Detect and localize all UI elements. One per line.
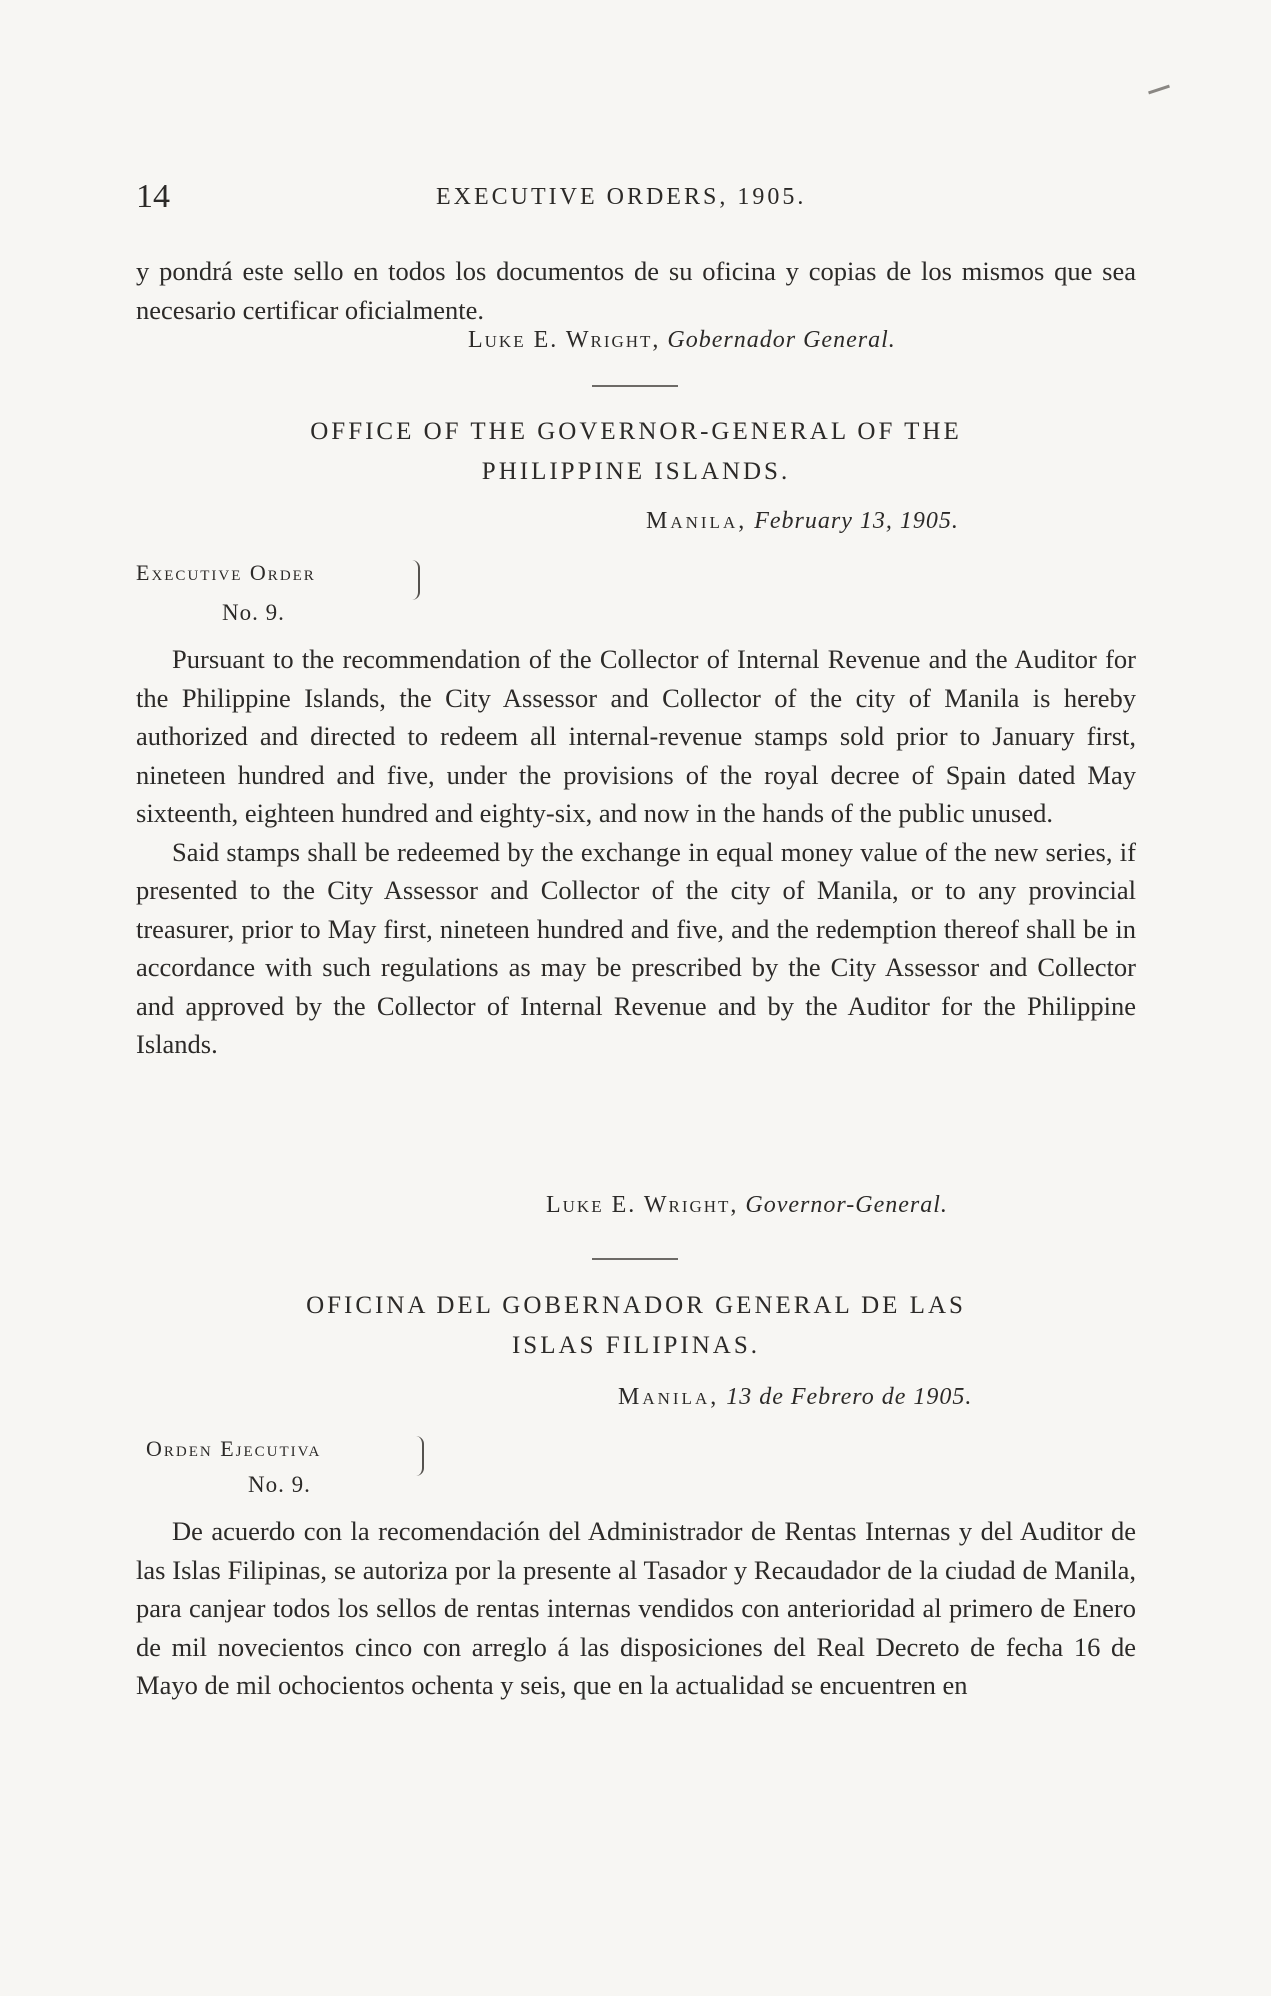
order-label-spanish: Orden Ejecutiva <box>146 1436 322 1461</box>
section-divider <box>592 1258 678 1260</box>
english-paragraph-2: Said stamps shall be redeemed by the exchange in equal money value of the new series, if presented to the City Assessor and Collector of the city of Manila, or to any provincial treasurer, prior to May first, nineteen hundred and five, and the redemption thereof shall be in accordance with such regulations as may be prescribed by the City Assessor and Collector and approved by the Collector of Internal Revenue and by the Auditor for the Philippine Islands. <box>136 836 1136 1059</box>
spanish-paragraph-1: De acuerdo con la recomendación del Administrador de Rentas Internas y del Auditor de las Islas Filipinas, se autoriza por la presente al Tasador y Recaudador de la ciudad de Manila, para canjear todos los sellos de rentas internas vendidos con anterioridad al primero de Enero de mil novecientos cinco con arreglo á las disposiciones del Real Decreto de fecha 16 de Mayo de mil ochocientos ochenta y seis, que en la actualidad se encuentren en <box>136 1516 1136 1700</box>
section-divider <box>592 385 678 387</box>
office-heading-english <box>136 412 1136 492</box>
dateline-english <box>646 508 959 535</box>
continuation-text: y pondrá este sello en todos los documentos de su oficina y copias de los mismos que sea necesario certificar oficialmente. <box>136 256 1136 325</box>
running-title: EXECUTIVE ORDERS, 1905. <box>436 184 807 210</box>
dateline-city: Manila, <box>646 508 748 534</box>
dateline-city: Manila, <box>618 1384 720 1410</box>
office-heading-line1: OFFICE OF THE GOVERNOR-GENERAL OF THE <box>310 418 962 445</box>
office-heading-line1: OFICINA DEL GOBERNADOR GENERAL DE LAS <box>306 1292 966 1319</box>
order-number-spanish: No. 9. <box>248 1472 311 1497</box>
running-header <box>136 178 1136 218</box>
english-order-body <box>136 640 1136 1064</box>
signature-name: Luke E. Wright, <box>546 1192 739 1218</box>
order-brace <box>408 560 420 600</box>
spanish-order-body <box>136 1512 1136 1705</box>
order-label-english: Executive Order <box>136 560 316 585</box>
signature-title: Governor-General. <box>745 1192 948 1218</box>
signature-title: Gobernador General. <box>667 327 896 353</box>
office-heading-line2: ISLAS FILIPINAS. <box>511 1332 761 1359</box>
dateline-date: February 13, 1905. <box>754 508 959 534</box>
stray-mark <box>1148 85 1170 95</box>
order-brace <box>412 1436 424 1476</box>
signature-english <box>546 1192 948 1219</box>
signature-spanish-top <box>468 327 896 354</box>
english-paragraph-1: Pursuant to the recommendation of the Collector of Internal Revenue and the Auditor for the Philippine Islands, the City Assessor and Collector of the city of Manila is hereby authorized and directed to redeem all internal-revenue stamps sold prior to January first, nineteen hundred and five, under the provisions of the royal decree of Spain dated May sixteenth, eighteen hundred and eighty-six, and now in the hands of the public unused. <box>136 644 1136 828</box>
office-heading-line2: PHILIPPINE ISLANDS. <box>481 458 791 485</box>
order-number-english: No. 9. <box>222 600 285 625</box>
office-heading-spanish <box>136 1286 1136 1366</box>
signature-name: Luke E. Wright, <box>468 327 661 353</box>
dateline-date: 13 de Febrero de 1905. <box>726 1384 973 1410</box>
dateline-spanish <box>618 1384 972 1411</box>
spanish-continuation-paragraph <box>136 252 1136 329</box>
page-number: 14 <box>136 178 170 215</box>
